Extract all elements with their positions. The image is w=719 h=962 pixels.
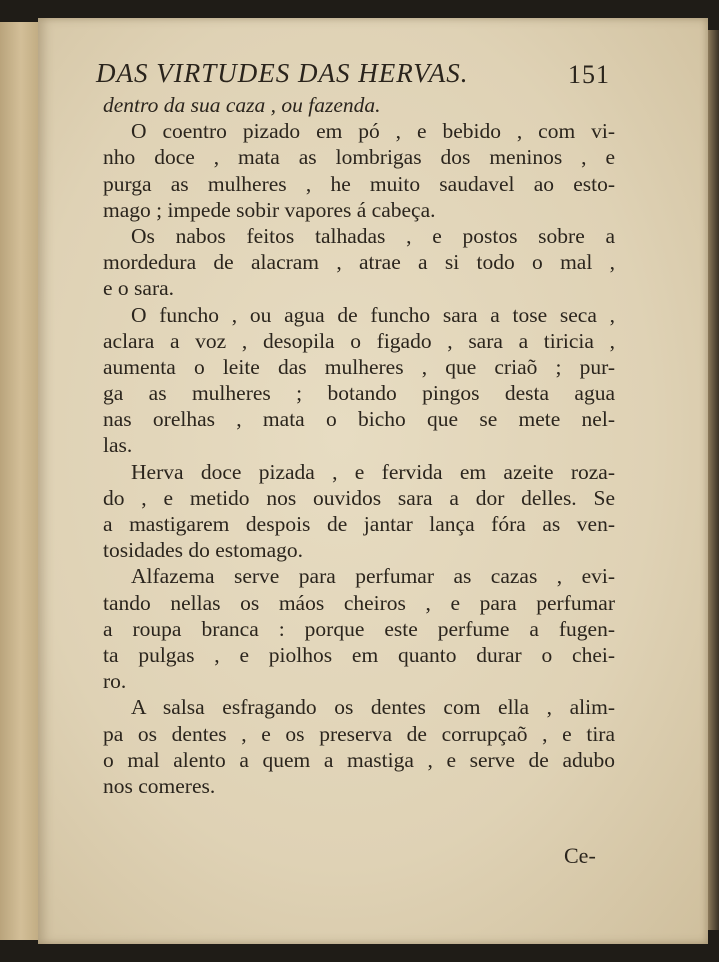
text-line: Alfazema serve para perfumar as cazas , evi- [131, 564, 615, 589]
text-line: aclara a voz , desopila o figado , sara a tiricia , [103, 328, 615, 353]
text-line: Herva doce pizada , e fervida em azeite roza- [131, 459, 615, 484]
text-line: o mal alento a quem a mastiga , e serve de adubo [103, 747, 615, 772]
text-line: mordedura de alacram , atrae a si todo o mal , [103, 250, 615, 275]
text-line: las. [103, 433, 133, 458]
text-line: a mastigarem despois de jantar lança fóra as ven- [103, 512, 615, 536]
text-line: purga as mulheres , he muito saudavel ao esto- [103, 171, 615, 196]
text-line: ga as mulheres ; botando pingos desta agua [103, 381, 615, 406]
facing-page-edge [0, 22, 40, 940]
body-text [103, 92, 615, 799]
text-line: O coentro pizado em pó , e bebido , com vi- [131, 119, 615, 144]
catchword: Ce- [564, 843, 596, 868]
text-line: A salsa esfragando os dentes com ella , alim- [131, 695, 615, 720]
running-head: DAS VIRTUDES DAS HERVAS. [96, 58, 469, 88]
text-line: tando nellas os máos cheiros , e para perfumar [103, 590, 615, 615]
text-line: ro. [103, 669, 127, 694]
text-line: e o sara. [103, 276, 175, 301]
text-line: nho doce , mata as lombrigas dos meninos , e [103, 145, 615, 170]
text-line: nas orelhas , mata o bicho que se mete nel- [103, 407, 615, 432]
page-number: 151 [568, 60, 610, 89]
text-line: a roupa branca : porque este perfume a fugen- [103, 616, 615, 641]
text-line: Os nabos feitos talhadas , e postos sobre a [131, 223, 615, 248]
text-line: nos comeres. [103, 773, 216, 798]
text-line: dentro da sua caza , ou fazenda. [103, 93, 381, 117]
text-line: ta pulgas , e piolhos em quanto durar o chei- [103, 642, 615, 667]
text-line: O funcho , ou agua de funcho sara a tose seca , [131, 302, 615, 327]
text-line: mago ; impede sobir vapores á cabeça. [103, 197, 436, 222]
text-line: tosidades do estomago. [103, 538, 304, 563]
text-line: pa os dentes , e os preserva de corrupçaõ , e tira [103, 721, 615, 746]
text-line: aumenta o leite das mulheres , que criaõ ; pur- [103, 354, 615, 379]
page-edge-shadow [708, 30, 719, 930]
text-line: do , e metido nos ouvidos sara a dor delles. Se [103, 485, 615, 510]
